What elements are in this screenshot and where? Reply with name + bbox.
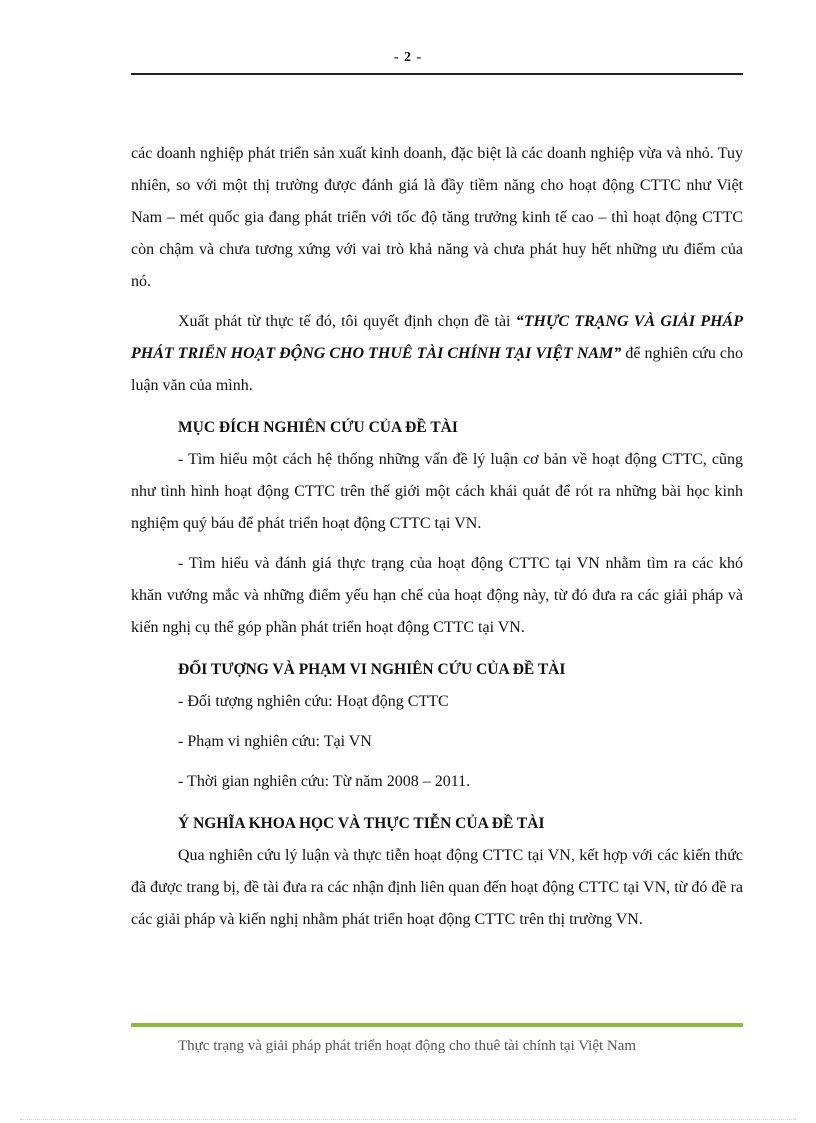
header-divider (131, 73, 743, 75)
topic-intro-text: Xuất phát từ thực tế đó, tôi quyết định chọn đề tài (178, 313, 516, 330)
significance-paragraph: Qua nghiên cứu lý luận và thực tiễn hoạt động CTTC tại VN, kết hợp với các kiến thức đã được trang bị, đề tài đưa ra các nhận định liên quan đến hoạt động CTTC tại VN, từ đó đề ra các giải pháp và kiến nghị nhằm phát triển hoạt động CTTC trên thị trường VN. (131, 847, 743, 928)
section-heading-scope: ĐỐI TƯỢNG VÀ PHẠM VI NGHIÊN CỨU CỦA ĐỀ TÀI (178, 661, 566, 678)
scope-item-range: - Phạm vi nghiên cứu: Tại VN (178, 733, 372, 750)
footer-divider (131, 1023, 743, 1027)
purpose-item-2: - Tìm hiểu và đánh giá thực trạng của hoạt động CTTC tại VN nhằm tìm ra các khó khăn vướng mắc và những điểm yếu hạn chế của hoạt động này, từ đó đưa ra các giải pháp và kiến nghị cụ thể góp phần phát triển hoạt động CTTC tại VN. (131, 555, 743, 636)
page-number: - 2 - (393, 50, 423, 65)
document-body (131, 138, 743, 936)
scope-item-time: - Thời gian nghiên cứu: Từ năm 2008 – 2011. (178, 773, 471, 790)
scope-item-object: - Đối tượng nghiên cứu: Hoạt động CTTC (178, 693, 449, 710)
section-heading-significance: Ý NGHĨA KHOA HỌC VÀ THỰC TIỄN CỦA ĐỀ TÀI (178, 815, 545, 832)
topic-paragraph (131, 306, 743, 402)
intro-paragraph: các doanh nghiệp phát triển sản xuất kinh doanh, đặc biệt là các doanh nghiệp vừa và nhỏ. Tuy nhiên, so với một thị trường được đánh giá là đầy tiềm năng cho hoạt động CTTC như Việt Nam – mét quốc gia đang phát triển với tốc độ tăng trưởng kinh tế cao – thì hoạt động CTTC còn chậm và chưa tương xứng với vai trò khả năng và chưa phát huy hết những ưu điểm của nó. (131, 145, 743, 290)
purpose-item-1: - Tìm hiểu một cách hệ thống những vấn đề lý luận cơ bản về hoạt động CTTC, cũng như tình hình hoạt động CTTC trên thế giới một cách khái quát để rót ra những bài học kinh nghiệm quý báu để phát triển hoạt động CTTC tại VN. (131, 451, 743, 532)
thesis-title: “THỰC TRẠNG VÀ GIẢI PHÁP PHÁT TRIỂN HOẠT ĐỘNG CHO THUÊ TÀI CHÍNH TẠI VIỆT NAM” (131, 313, 743, 362)
section-heading-purpose: MỤC ĐÍCH NGHIÊN CỨU CỦA ĐỀ TÀI (178, 419, 458, 436)
page-edge-line (20, 1119, 796, 1120)
running-footer: Thực trạng và giải pháp phát triển hoạt động cho thuê tài chính tại Việt Nam (178, 1038, 637, 1054)
topic-end-text: để nghiên cứu cho luận văn của mình. (131, 345, 744, 394)
